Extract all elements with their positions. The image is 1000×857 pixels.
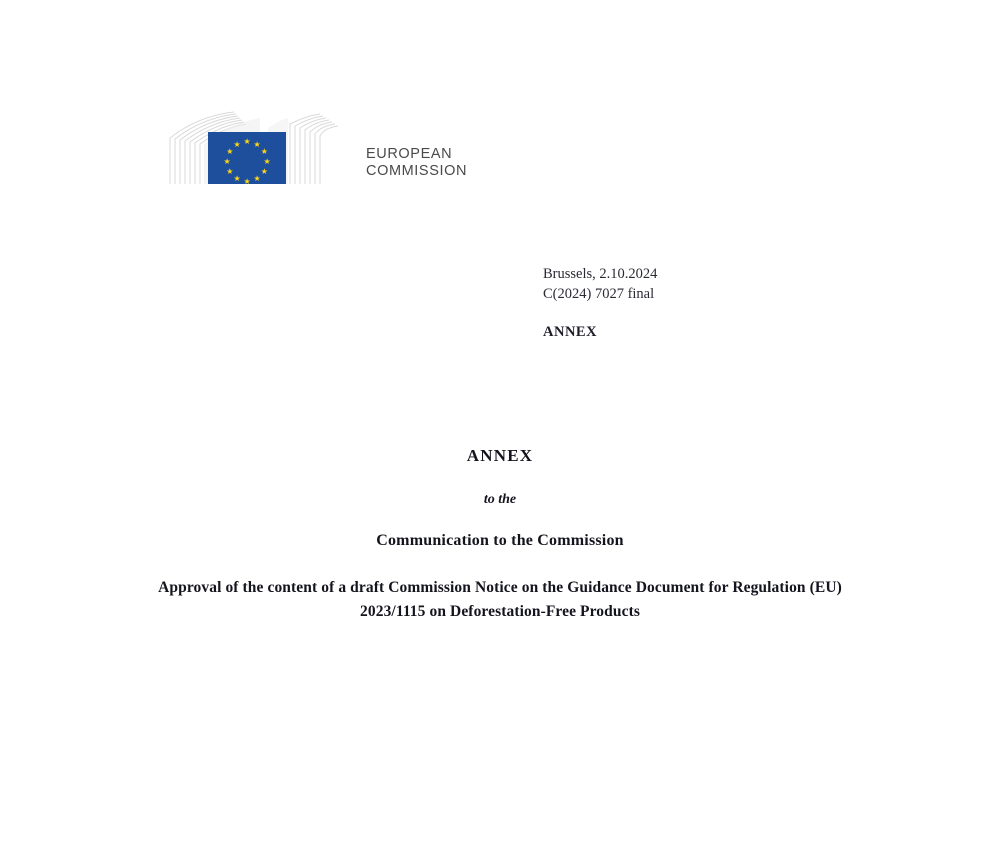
title-block <box>0 446 1000 624</box>
document-meta <box>543 264 657 304</box>
title-subject-line2: Regulation (EU) 2023/1115 on Deforestation-Free Products <box>360 579 842 620</box>
title-connector: to the <box>483 492 517 507</box>
page-title: ANNEX <box>466 446 534 465</box>
title-addressee: Communication to the Commission <box>376 532 624 549</box>
emblem-wordmark-line1: EUROPEAN <box>366 146 453 162</box>
title-subject-line1: Approval of the content of a draft Commission Notice on the Guidance Document for <box>158 579 729 596</box>
eu-stars: ★ ★ ★ ★ ★ ★ ★ ★ ★ ★ ★ ★ <box>223 137 271 186</box>
place-and-date: Brussels, 2.10.2024 <box>543 266 658 282</box>
document-type-label: ANNEX <box>543 324 598 340</box>
emblem-wordmark-line2: COMMISSION <box>366 163 468 179</box>
document-reference: C(2024) 7027 final <box>543 286 655 302</box>
emblem-wordmark <box>366 146 467 180</box>
eu-commission-emblem <box>168 108 508 198</box>
emblem-graphic <box>168 108 340 186</box>
title-subject <box>150 576 850 624</box>
eu-flag-icon <box>208 132 286 184</box>
